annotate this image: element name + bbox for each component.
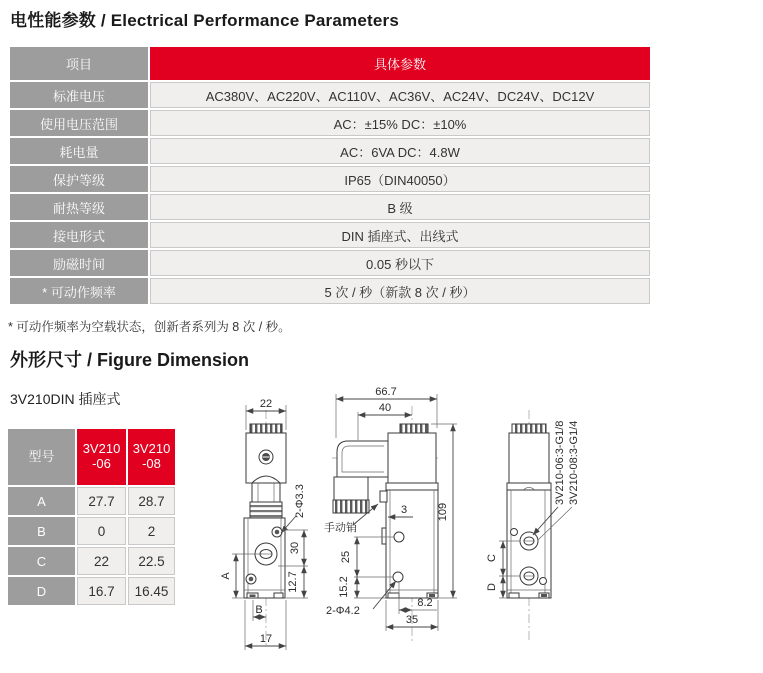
manual-pin (380, 491, 387, 502)
coil-cap (512, 424, 546, 433)
dimension-row-label: C (8, 547, 75, 575)
dim-c: C (486, 554, 498, 562)
coil-body (509, 433, 549, 483)
model-line1: 3V210 (82, 441, 121, 457)
dimension-section-title: 外形尺寸 / Figure Dimension (10, 350, 250, 370)
electrical-row-value: AC：±15% DC：±10% (150, 110, 650, 136)
dimension-table (8, 429, 175, 605)
dimension-value: 16.7 (77, 577, 126, 605)
electrical-row-label: 耐热等级 (10, 194, 148, 220)
electrical-parameters-table (10, 47, 650, 304)
din-connector (337, 441, 388, 477)
dim-height-total: 109 (437, 502, 449, 522)
electrical-row-label: 保护等级 (10, 166, 148, 192)
dimension-row-label: B (8, 517, 75, 545)
connector-gland (333, 500, 369, 513)
dimension-value: 28.7 (128, 487, 175, 515)
mounting-hole (275, 530, 280, 535)
front-view-drawing (220, 398, 308, 650)
manual-pin-label: 手动销 (324, 522, 357, 534)
dimension-value: 22.5 (128, 547, 175, 575)
dimension-value: 27.7 (77, 487, 126, 515)
dim-d: D (486, 583, 498, 591)
dim-a: A (220, 572, 232, 580)
dimension-header-3v210-08 (128, 429, 175, 485)
electrical-row-value: 5 次 / 秒（新款 8 次 / 秒） (150, 278, 650, 304)
dimension-row-label: A (8, 487, 75, 515)
coil-body (388, 433, 436, 483)
electrical-row-label: 耗电量 (10, 138, 148, 164)
dimension-value: 22 (77, 547, 126, 575)
valve-body (386, 490, 438, 598)
dimension-header-model: 型号 (8, 429, 75, 485)
dimension-row-label: D (8, 577, 75, 605)
back-view-drawing (486, 410, 580, 642)
coil-cap (250, 424, 282, 433)
electrical-row-value: 0.05 秒以下 (150, 250, 650, 276)
technical-drawings (195, 383, 763, 673)
dim-b: B (255, 604, 263, 616)
dimension-header-3v210-06 (77, 429, 126, 485)
dim-width-total: 66.7 (375, 386, 397, 398)
port-hole (393, 572, 403, 582)
electrical-row-label: 标准电压 (10, 82, 148, 108)
dimension-value: 2 (128, 517, 175, 545)
coil-cap (400, 424, 428, 433)
dim-width-top: 22 (259, 398, 273, 410)
electrical-row-value: B 级 (150, 194, 650, 220)
electrical-row-label: 接电形式 (10, 222, 148, 248)
dim-width-coil: 40 (378, 402, 392, 414)
port-thread-06-label: 3V210-06:3-G1/8 (554, 420, 566, 505)
electrical-row-value: AC：6VA DC：4.8W (150, 138, 650, 164)
dim-25: 25 (340, 550, 352, 564)
dim-8-2: 8.2 (417, 597, 433, 609)
model-line1: 3V210 (132, 441, 171, 457)
dimension-value: 16.45 (128, 577, 175, 605)
electrical-row-label: * 可动作频率 (10, 278, 148, 304)
port-thread-08-label: 3V210-08:3-G1/4 (568, 420, 580, 505)
dim-12-7: 12.7 (287, 571, 299, 593)
mounting-hole (249, 577, 254, 582)
electrical-row-value: AC380V、AC220V、AC110V、AC36V、AC24V、DC24V、DC12V (150, 82, 650, 108)
electrical-row-label: 使用电压范围 (10, 110, 148, 136)
model-line2: -06 (92, 456, 111, 471)
dim-30: 30 (289, 541, 301, 555)
port-hole (394, 532, 404, 542)
side-view-drawing (324, 386, 457, 642)
dim-35: 35 (405, 614, 419, 626)
dim-holes-label: 2-Φ3.3 (294, 484, 306, 518)
electrical-header-value: 具体参数 (150, 47, 650, 80)
electrical-row-value: IP65（DIN40050） (150, 166, 650, 192)
dim-pin-offset: 3 (400, 504, 408, 516)
dim-15-2: 15.2 (338, 576, 350, 598)
electrical-row-label: 励磁时间 (10, 250, 148, 276)
electrical-header-item: 项目 (10, 47, 148, 80)
model-line2: -08 (142, 456, 161, 471)
electrical-section-title: 电性能参数 / Electrical Performance Parameters (10, 11, 399, 30)
table-footnote: * 可动作频率为空载状态，创新者系列为 8 次 / 秒。 (8, 320, 291, 334)
figure-caption: 3V210DIN 插座式 (10, 391, 121, 407)
dim-width-bottom: 17 (259, 633, 273, 645)
electrical-row-value: DIN 插座式、出线式 (150, 222, 650, 248)
armature-ribs (250, 502, 282, 518)
dimension-value: 0 (77, 517, 126, 545)
dim-holes-label: 2-Φ4.2 (326, 605, 360, 617)
